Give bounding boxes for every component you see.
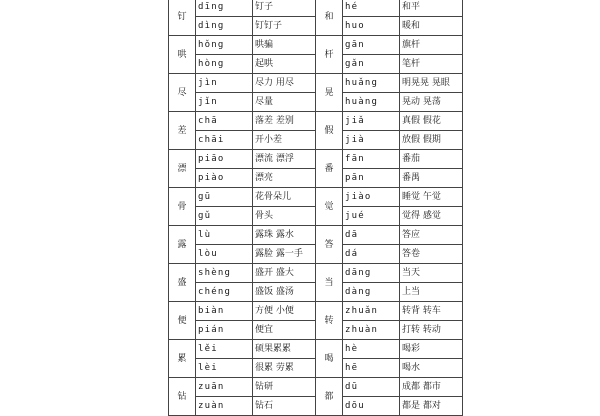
right-words-cell: 上当 (400, 283, 463, 302)
left-words-cell: 起哄 (253, 55, 316, 74)
right-pinyin-cell: huo (343, 17, 400, 36)
left-words-cell: 钻石 (253, 397, 316, 416)
right-pinyin-cell: huàng (343, 93, 400, 112)
right-pinyin-cell: jiǎ (343, 112, 400, 131)
left-pinyin-cell: biàn (196, 302, 253, 321)
right-pinyin-cell: gǎn (343, 55, 400, 74)
right-words-cell: 都是 都对 (400, 397, 463, 416)
right-pinyin-cell: zhuǎn (343, 302, 400, 321)
left-words-cell: 方便 小便 (253, 302, 316, 321)
table-row (169, 0, 463, 17)
left-pinyin-cell: lěi (196, 340, 253, 359)
left-pinyin-cell: zuàn (196, 397, 253, 416)
right-pinyin-cell: dàng (343, 283, 400, 302)
right-character-cell: 当 (316, 264, 343, 302)
table-row (169, 188, 463, 207)
right-character-cell: 都 (316, 378, 343, 416)
left-words-cell: 盛饭 盛汤 (253, 283, 316, 302)
right-words-cell: 转背 转车 (400, 302, 463, 321)
right-words-cell: 睡觉 午觉 (400, 188, 463, 207)
left-pinyin-cell: zuān (196, 378, 253, 397)
left-words-cell: 落差 差别 (253, 112, 316, 131)
right-character-cell: 番 (316, 150, 343, 188)
table-row (169, 150, 463, 169)
right-character-cell: 答 (316, 226, 343, 264)
left-words-cell: 硕果累累 (253, 340, 316, 359)
left-pinyin-cell: shèng (196, 264, 253, 283)
left-pinyin-cell: dìng (196, 17, 253, 36)
right-words-cell: 真假 假花 (400, 112, 463, 131)
table-row (169, 36, 463, 55)
right-pinyin-cell: huǎng (343, 74, 400, 93)
left-character-cell: 盛 (169, 264, 196, 302)
right-words-cell: 番禺 (400, 169, 463, 188)
right-words-cell: 喝彩 (400, 340, 463, 359)
right-character-cell: 转 (316, 302, 343, 340)
left-pinyin-cell: pián (196, 321, 253, 340)
right-words-cell: 答卷 (400, 245, 463, 264)
left-words-cell: 漂流 漂浮 (253, 150, 316, 169)
right-pinyin-cell: jià (343, 131, 400, 150)
right-character-cell: 喝 (316, 340, 343, 378)
right-pinyin-cell: dá (343, 245, 400, 264)
left-words-cell: 哄骗 (253, 36, 316, 55)
left-pinyin-cell: chāi (196, 131, 253, 150)
right-words-cell: 暖和 (400, 17, 463, 36)
polyphonic-character-table (168, 0, 463, 416)
left-words-cell: 盛开 盛大 (253, 264, 316, 283)
left-words-cell: 露珠 露水 (253, 226, 316, 245)
left-words-cell: 漂亮 (253, 169, 316, 188)
right-character-cell: 杆 (316, 36, 343, 74)
left-pinyin-cell: gū (196, 188, 253, 207)
left-pinyin-cell: lèi (196, 359, 253, 378)
right-pinyin-cell: hé (343, 0, 400, 17)
right-character-cell: 晃 (316, 74, 343, 112)
table-row (169, 226, 463, 245)
right-words-cell: 放假 假期 (400, 131, 463, 150)
left-pinyin-cell: lù (196, 226, 253, 245)
right-words-cell: 成都 都市 (400, 378, 463, 397)
right-character-cell: 和 (316, 0, 343, 36)
left-character-cell: 钉 (169, 0, 196, 36)
table-row (169, 74, 463, 93)
left-character-cell: 钻 (169, 378, 196, 416)
right-words-cell: 觉得 感觉 (400, 207, 463, 226)
right-words-cell: 晃动 晃荡 (400, 93, 463, 112)
left-words-cell: 花骨朵儿 (253, 188, 316, 207)
left-pinyin-cell: piào (196, 169, 253, 188)
left-words-cell: 很累 劳累 (253, 359, 316, 378)
table-row (169, 264, 463, 283)
left-words-cell: 钉钉子 (253, 17, 316, 36)
right-pinyin-cell: fān (343, 150, 400, 169)
left-words-cell: 尽量 (253, 93, 316, 112)
left-character-cell: 哄 (169, 36, 196, 74)
right-pinyin-cell: dū (343, 378, 400, 397)
right-pinyin-cell: jiào (343, 188, 400, 207)
right-words-cell: 当天 (400, 264, 463, 283)
table-row (169, 302, 463, 321)
left-words-cell: 尽力 用尽 (253, 74, 316, 93)
right-pinyin-cell: gān (343, 36, 400, 55)
left-words-cell: 便宜 (253, 321, 316, 340)
table-row (169, 112, 463, 131)
left-pinyin-cell: chéng (196, 283, 253, 302)
left-character-cell: 骨 (169, 188, 196, 226)
left-pinyin-cell: jǐn (196, 93, 253, 112)
right-pinyin-cell: hè (343, 340, 400, 359)
right-pinyin-cell: dāng (343, 264, 400, 283)
right-pinyin-cell: jué (343, 207, 400, 226)
right-words-cell: 旗杆 (400, 36, 463, 55)
left-words-cell: 开小差 (253, 131, 316, 150)
left-words-cell: 钻研 (253, 378, 316, 397)
left-words-cell: 骨头 (253, 207, 316, 226)
left-character-cell: 差 (169, 112, 196, 150)
right-pinyin-cell: hē (343, 359, 400, 378)
right-words-cell: 番茄 (400, 150, 463, 169)
left-character-cell: 露 (169, 226, 196, 264)
table-row (169, 378, 463, 397)
left-pinyin-cell: lòu (196, 245, 253, 264)
table-row (169, 340, 463, 359)
right-words-cell: 和平 (400, 0, 463, 17)
table-body (169, 0, 463, 416)
right-pinyin-cell: dōu (343, 397, 400, 416)
right-pinyin-cell: zhuàn (343, 321, 400, 340)
left-pinyin-cell: gǔ (196, 207, 253, 226)
right-character-cell: 觉 (316, 188, 343, 226)
left-pinyin-cell: hòng (196, 55, 253, 74)
left-pinyin-cell: piāo (196, 150, 253, 169)
left-words-cell: 钉子 (253, 0, 316, 17)
left-character-cell: 累 (169, 340, 196, 378)
right-character-cell: 假 (316, 112, 343, 150)
left-character-cell: 漂 (169, 150, 196, 188)
right-words-cell: 打转 转动 (400, 321, 463, 340)
right-words-cell: 答应 (400, 226, 463, 245)
left-pinyin-cell: dīng (196, 0, 253, 17)
left-pinyin-cell: hǒng (196, 36, 253, 55)
right-words-cell: 笔杆 (400, 55, 463, 74)
left-pinyin-cell: jìn (196, 74, 253, 93)
right-pinyin-cell: pān (343, 169, 400, 188)
right-pinyin-cell: dā (343, 226, 400, 245)
left-character-cell: 尽 (169, 74, 196, 112)
left-character-cell: 便 (169, 302, 196, 340)
left-words-cell: 露脸 露一手 (253, 245, 316, 264)
right-words-cell: 明晃晃 晃眼 (400, 74, 463, 93)
left-pinyin-cell: chā (196, 112, 253, 131)
right-words-cell: 喝水 (400, 359, 463, 378)
